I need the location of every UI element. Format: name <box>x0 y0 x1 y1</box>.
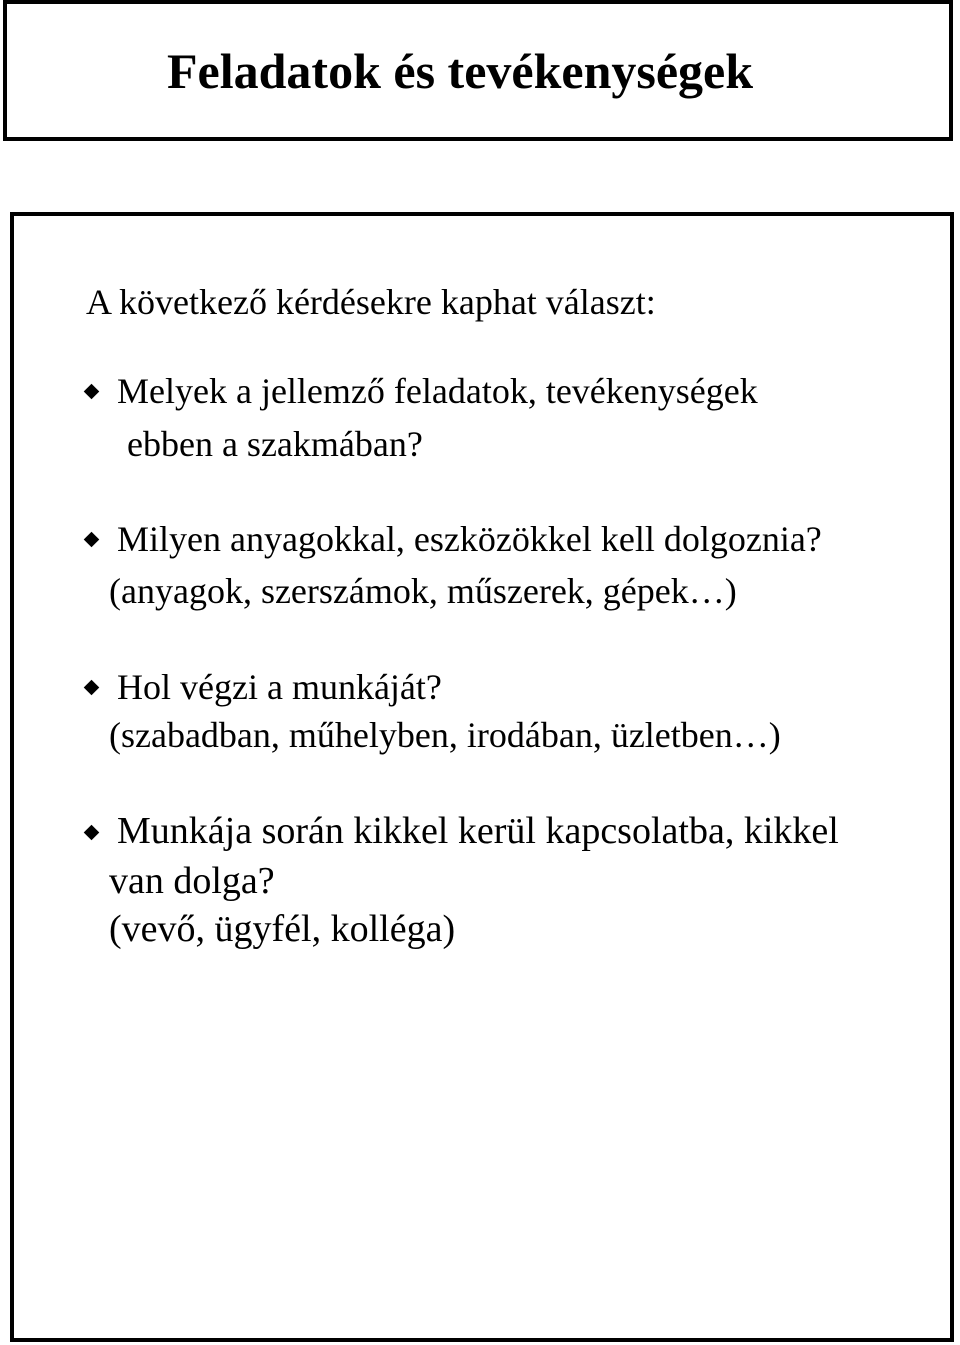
diamond-bullet-icon <box>84 384 100 400</box>
title-box <box>3 0 953 141</box>
bullet-4-line-2: van dolga? <box>109 860 275 902</box>
diamond-bullet-icon <box>84 532 100 548</box>
intro-text: A következő kérdésekre kaphat választ: <box>86 282 656 322</box>
bullet-1-line-1: Melyek a jellemző feladatok, tevékenységek <box>117 371 758 411</box>
bullet-2-line-2: (anyagok, szerszámok, műszerek, gépek…) <box>109 571 737 611</box>
bullet-1-line-2: ebben a szakmában? <box>127 424 423 464</box>
page-title: Feladatok és tevékenységek <box>167 43 754 99</box>
bullet-4-line-3: (vevő, ügyfél, kolléga) <box>109 908 456 950</box>
diamond-bullet-icon <box>84 680 100 696</box>
content-box <box>10 212 954 1342</box>
bullet-2-line-1: Milyen anyagokkal, eszközökkel kell dolgoznia? <box>117 519 822 559</box>
bullet-3-line-1: Hol végzi a munkáját? <box>117 667 442 707</box>
bullet-4-line-1: Munkája során kikkel kerül kapcsolatba, kikkel <box>117 810 839 852</box>
bullet-3-line-2: (szabadban, műhelyben, irodában, üzletben…) <box>109 715 781 755</box>
diamond-bullet-icon <box>84 825 100 841</box>
